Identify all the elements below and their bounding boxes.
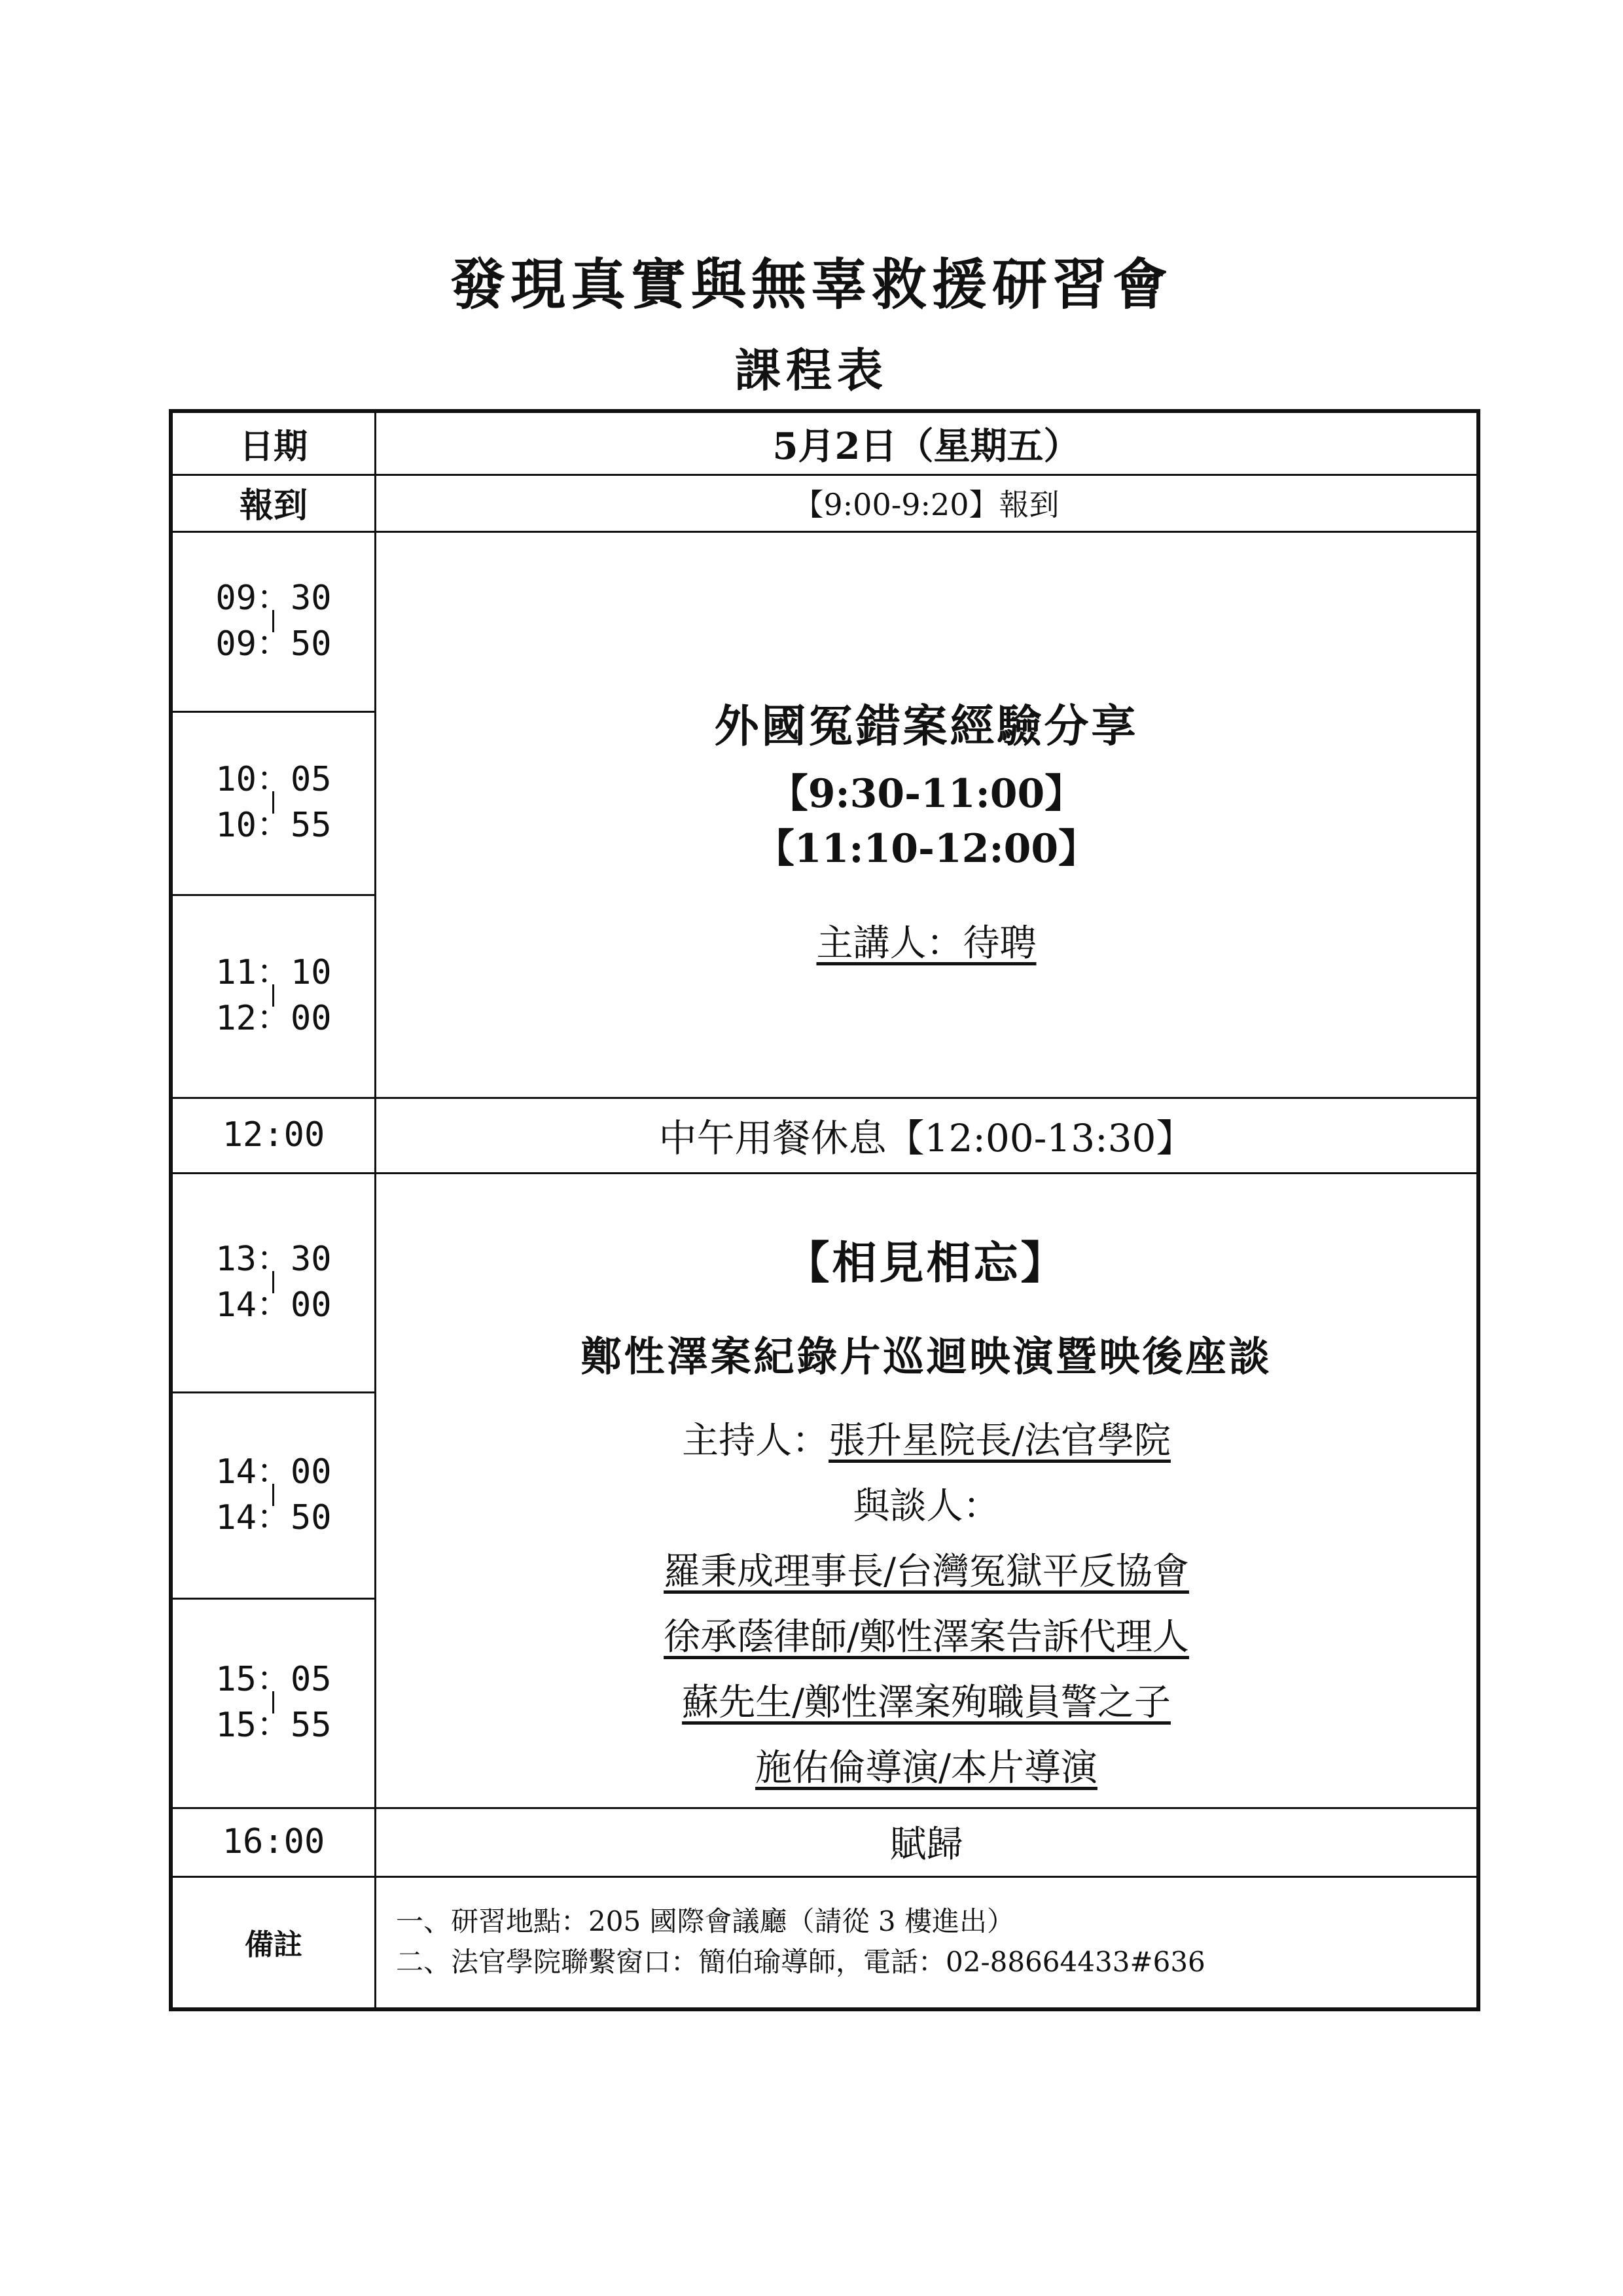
panelist: 蘇先生/鄭性澤案殉職員警之子 — [682, 1681, 1171, 1724]
range-tick — [272, 610, 274, 632]
speaker: 主講人：待聘 — [816, 922, 1037, 965]
slot-start: 14：00 — [215, 1452, 332, 1492]
lunch-text: 中午用餐休息【12:00-13:30】 — [658, 1115, 1194, 1160]
document-title: 發現真實與無辜救援研習會 — [450, 252, 1173, 317]
slot-end: 12：00 — [215, 999, 332, 1038]
time-slot — [173, 1391, 374, 1598]
time-slot — [173, 711, 374, 894]
checkin-label: 報到 — [239, 486, 308, 526]
session-title: 鄭性澤案紀錄片巡迴映演暨映後座談 — [580, 1333, 1272, 1380]
end-time: 16:00 — [222, 1821, 325, 1861]
range-tick — [272, 984, 274, 1007]
range-tick — [272, 1271, 274, 1293]
panel-label: 與談人： — [853, 1485, 1000, 1528]
panelist: 羅秉成理事長/台灣冤獄平反協會 — [664, 1551, 1189, 1593]
slot-start: 09：30 — [215, 578, 332, 618]
checkin-value: 【9:00-9:20】報到 — [793, 486, 1060, 522]
slot-end: 14：00 — [215, 1285, 332, 1325]
session-bracket-title: 【相見相忘】 — [785, 1237, 1068, 1289]
slot-start: 11：10 — [215, 953, 332, 992]
date-value: 5月2日（星期五） — [772, 424, 1080, 468]
lunch-time: 12:00 — [222, 1115, 325, 1155]
slot-end: 15：55 — [215, 1706, 332, 1745]
slot-start: 13：30 — [215, 1239, 332, 1279]
session-documentary — [376, 1172, 1476, 1807]
date-label: 日期 — [239, 427, 308, 467]
time-slot — [173, 531, 374, 711]
slot-start: 15：05 — [215, 1660, 332, 1699]
session-time: 【9:30-11:00】 — [768, 771, 1084, 817]
end-text: 賦歸 — [889, 1823, 963, 1866]
time-slot — [173, 1598, 374, 1807]
session-time: 【11:10-12:00】 — [755, 826, 1098, 872]
notes — [376, 1876, 1476, 2007]
session-title: 外國冤錯案經驗分享 — [714, 700, 1139, 753]
slot-end: 14：50 — [215, 1498, 332, 1537]
range-tick — [272, 1484, 274, 1506]
range-tick — [272, 1691, 274, 1713]
panelist: 施佑倫導演/本片導演 — [755, 1747, 1097, 1789]
slot-end: 10：55 — [215, 806, 332, 845]
time-slot — [173, 1172, 374, 1391]
note-item: 一、研習地點：205 國際會議廳（請從 3 樓進出） — [396, 1905, 1014, 1937]
host-line — [682, 1408, 1171, 1474]
schedule-table — [169, 409, 1480, 2011]
session-foreign-cases — [376, 531, 1476, 1097]
notes-label: 備註 — [245, 1928, 302, 1962]
host-name: 張升星院長/法官學院 — [829, 1420, 1171, 1462]
slot-start: 10：05 — [215, 760, 332, 799]
time-slot — [173, 894, 374, 1097]
document-subtitle: 課程表 — [735, 343, 888, 397]
slot-end: 09：50 — [215, 624, 332, 664]
range-tick — [272, 791, 274, 814]
host-label: 主持人： — [682, 1420, 829, 1462]
note-item: 二、法官學院聯繫窗口：簡伯瑜導師，電話：02-88664433#636 — [396, 1945, 1205, 1978]
panelist: 徐承蔭律師/鄭性澤案告訴代理人 — [664, 1616, 1189, 1659]
